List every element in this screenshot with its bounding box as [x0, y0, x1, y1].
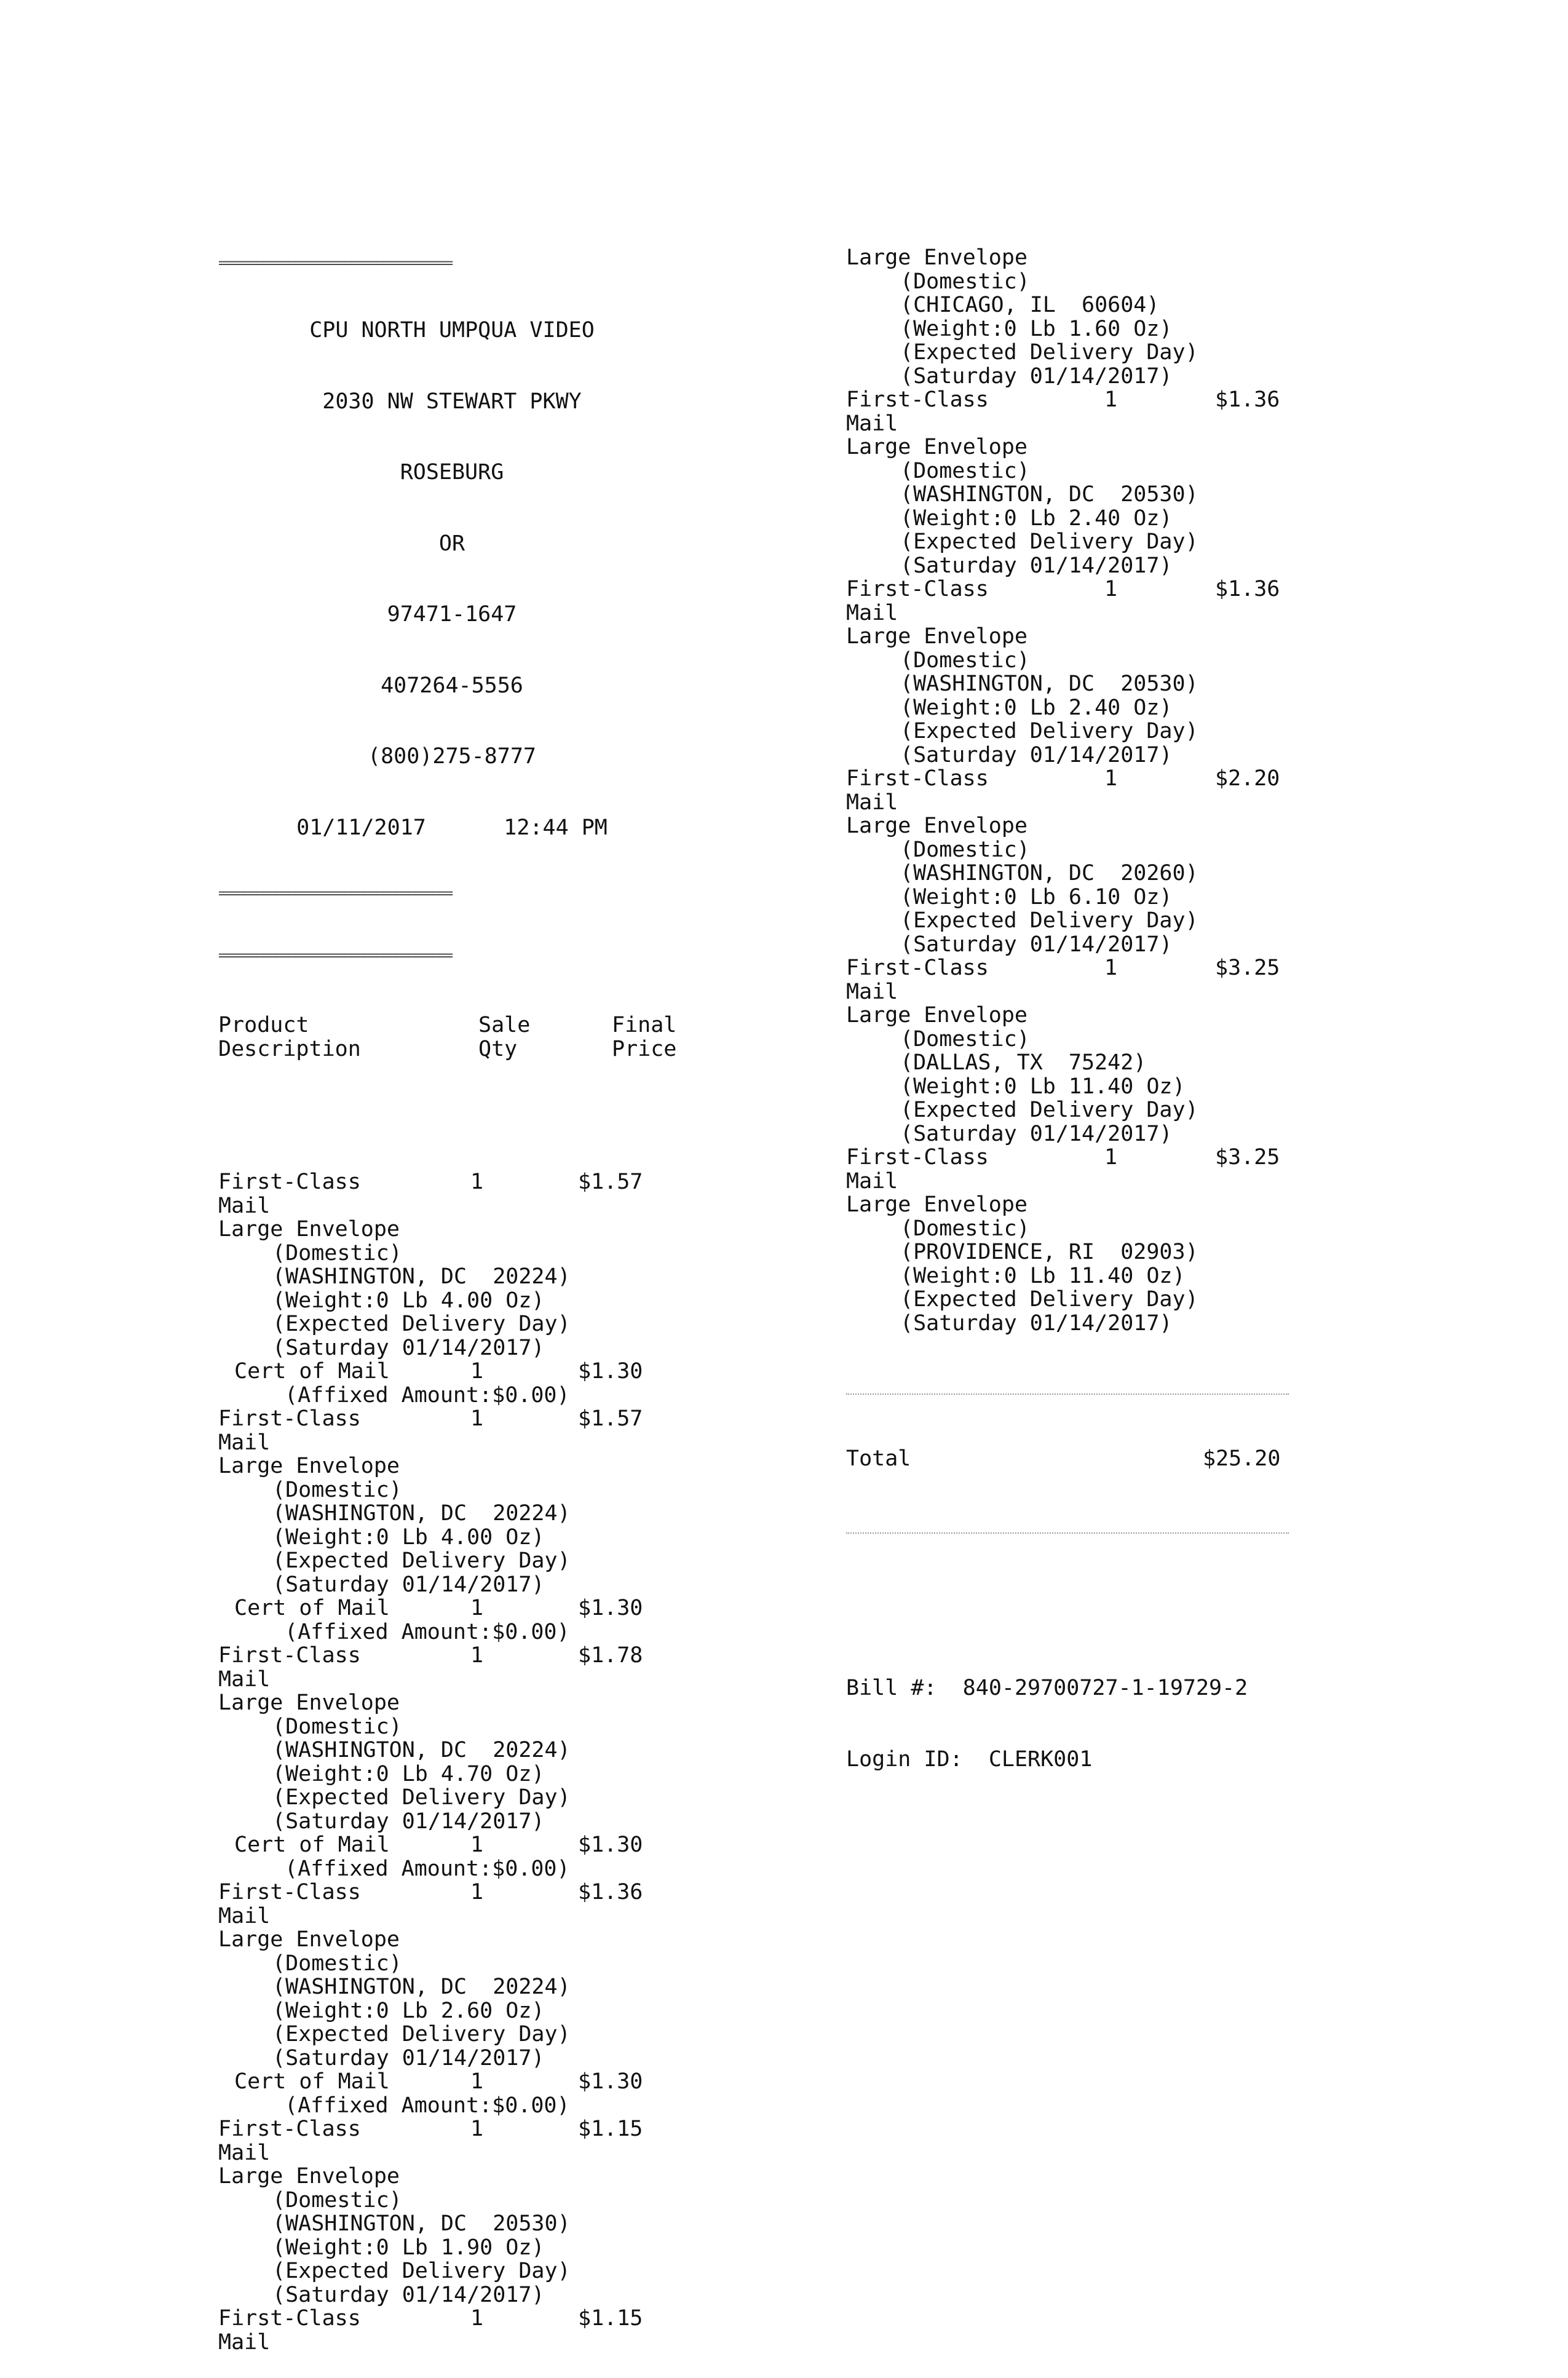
- item-detail: (WASHINGTON, DC 20530): [900, 482, 1198, 507]
- item-qty: 1: [470, 1880, 484, 1904]
- item-detail: (WASHINGTON, DC 20224): [272, 1501, 571, 1526]
- item-detail: (Domestic): [900, 837, 1030, 862]
- store-account: 407264-5556: [381, 673, 523, 698]
- item-name-cont: Mail: [218, 1903, 271, 1928]
- item-name-cont: Mail: [846, 979, 898, 1004]
- store-address: 2030 NW STEWART PKWY: [322, 389, 582, 414]
- item-name: First-Class: [218, 2306, 361, 2331]
- item-name-cont: Mail: [218, 1667, 271, 1692]
- item-row: [846, 577, 1289, 601]
- item-row: [846, 767, 1289, 791]
- item-detail: (WASHINGTON, DC 20260): [900, 861, 1198, 886]
- item-row: [846, 388, 1289, 412]
- item-detail: (Weight:0 Lb 2.40 Oz): [900, 505, 1173, 531]
- item-name: First-Class: [846, 956, 989, 980]
- item-detail: (Domestic): [900, 269, 1030, 294]
- total-divider: [846, 1393, 1289, 1395]
- receipt-time: 12:44 PM: [504, 815, 608, 840]
- store-state: OR: [438, 531, 465, 556]
- extra-price: $1.30: [578, 2069, 643, 2094]
- item-qty: 1: [1104, 1145, 1118, 1170]
- item-detail: (Expected Delivery Day): [900, 908, 1198, 933]
- item-detail: (Weight:0 Lb 4.70 Oz): [272, 1761, 545, 1786]
- login-id: CLERK001: [988, 1746, 1093, 1772]
- item-type: Large Envelope: [218, 2164, 400, 2189]
- item-price: $1.36: [1215, 387, 1280, 412]
- item-qty: 1: [470, 1406, 484, 1431]
- store-name: CPU NORTH UMPQUA VIDEO: [309, 318, 595, 343]
- item-name-cont: Mail: [218, 1193, 271, 1218]
- item-price: $1.15: [578, 2117, 643, 2141]
- item-detail: (Domestic): [272, 2187, 402, 2213]
- item-type: Large Envelope: [846, 435, 1028, 459]
- extra-service-row: [218, 2070, 686, 2094]
- item-qty: 1: [1104, 956, 1118, 980]
- extra-name: Cert of Mail: [234, 1596, 390, 1620]
- item-detail: (Expected Delivery Day): [900, 529, 1198, 554]
- col-product-header: Product Description: [218, 1013, 361, 1061]
- item-detail: (Weight:0 Lb 6.10 Oz): [900, 884, 1173, 910]
- item-detail: (Weight:0 Lb 11.40 Oz): [900, 1263, 1186, 1288]
- extra-note: (Affixed Amount:$0.00): [285, 2093, 570, 2118]
- item-detail: (Domestic): [900, 648, 1030, 673]
- item-detail: (Saturday 01/14/2017): [900, 363, 1173, 389]
- bill-number: 840-29700727-1-19729-2: [962, 1676, 1248, 1700]
- left-items-list: [218, 1170, 686, 2354]
- receipt-footer: [846, 1629, 1289, 1818]
- item-qty: 1: [470, 1643, 484, 1668]
- extra-service-row: [218, 1360, 686, 1384]
- item-detail: (Expected Delivery Day): [900, 1098, 1198, 1122]
- item-type: Large Envelope: [846, 624, 1028, 649]
- item-name-cont: Mail: [218, 2140, 271, 2165]
- login-line: [846, 1748, 1289, 1772]
- item-detail: (Saturday 01/14/2017): [272, 1572, 545, 1597]
- item-detail: (Weight:0 Lb 4.00 Oz): [272, 1524, 545, 1550]
- extra-qty: 1: [470, 1596, 484, 1620]
- item-price: $1.36: [1215, 577, 1280, 601]
- item-type: Large Envelope: [846, 1003, 1028, 1028]
- item-detail: (Saturday 01/14/2017): [900, 1121, 1173, 1146]
- extra-name: Cert of Mail: [234, 1833, 390, 1857]
- item-name-cont: Mail: [218, 2329, 271, 2355]
- item-detail: (Saturday 01/14/2017): [272, 2282, 545, 2307]
- item-row: [218, 2117, 686, 2141]
- extra-qty: 1: [470, 2069, 484, 2094]
- extra-note: (Affixed Amount:$0.00): [285, 1856, 570, 1881]
- separator: =====================================: [218, 887, 452, 902]
- item-detail: (PROVIDENCE, RI 02903): [900, 1240, 1198, 1264]
- item-name: First-Class: [846, 766, 989, 791]
- item-detail: (Domestic): [900, 1026, 1030, 1052]
- total-label: Total: [846, 1446, 911, 1471]
- item-detail: (Domestic): [272, 1951, 402, 1976]
- item-name: First-Class: [218, 1170, 361, 1194]
- item-price: $2.20: [1215, 766, 1280, 791]
- item-detail: (Saturday 01/14/2017): [900, 932, 1173, 957]
- item-price: $1.15: [578, 2306, 643, 2331]
- item-type: Large Envelope: [218, 1690, 400, 1715]
- item-detail: (Saturday 01/14/2017): [900, 553, 1173, 578]
- item-detail: (Domestic): [272, 1714, 402, 1739]
- item-type: Large Envelope: [846, 1192, 1028, 1217]
- item-price: $3.25: [1215, 956, 1280, 980]
- item-name: First-Class: [846, 577, 989, 601]
- item-detail: (CHICAGO, IL 60604): [900, 293, 1160, 317]
- item-row: [218, 2307, 686, 2331]
- column-headers: [218, 1013, 686, 1061]
- item-row: [218, 1881, 686, 1904]
- item-type: Large Envelope: [846, 245, 1028, 270]
- item-row: [846, 956, 1289, 980]
- item-detail: (Expected Delivery Day): [272, 1548, 571, 1573]
- item-name-cont: Mail: [846, 411, 898, 436]
- item-row: [218, 1407, 686, 1431]
- login-label: Login ID:: [846, 1746, 963, 1772]
- item-qty: 1: [470, 2117, 484, 2141]
- item-detail: (Weight:0 Lb 2.40 Oz): [900, 695, 1173, 720]
- item-qty: 1: [470, 2306, 484, 2331]
- item-detail: (Expected Delivery Day): [272, 1785, 571, 1810]
- item-detail: (Weight:0 Lb 11.40 Oz): [900, 1074, 1186, 1099]
- extra-price: $1.30: [578, 1833, 643, 1857]
- item-detail: (Weight:0 Lb 1.90 Oz): [272, 2235, 545, 2260]
- receipt-right-column: [846, 199, 1289, 1842]
- item-detail: (Saturday 01/14/2017): [272, 2045, 545, 2071]
- item-detail: (WASHINGTON, DC 20224): [272, 1975, 571, 1999]
- item-detail: (Domestic): [900, 458, 1030, 483]
- item-detail: (WASHINGTON, DC 20224): [272, 1264, 571, 1289]
- item-detail: (Weight:0 Lb 4.00 Oz): [272, 1288, 545, 1313]
- item-name-cont: Mail: [218, 1430, 271, 1455]
- item-detail: (Expected Delivery Day): [272, 2259, 571, 2283]
- store-phone: (800)275-8777: [368, 744, 536, 769]
- item-name: First-Class: [218, 1880, 361, 1904]
- item-name: First-Class: [218, 1643, 361, 1668]
- item-detail: (WASHINGTON, DC 20530): [272, 2211, 571, 2236]
- item-detail: (WASHINGTON, DC 20224): [272, 1738, 571, 1762]
- item-detail: (Domestic): [272, 1477, 402, 1502]
- item-type: Large Envelope: [218, 1454, 400, 1478]
- item-detail: (Expected Delivery Day): [900, 1287, 1198, 1312]
- item-detail: (DALLAS, TX 75242): [900, 1050, 1147, 1075]
- item-detail: (Saturday 01/14/2017): [900, 1310, 1173, 1336]
- separator: =====================================: [218, 949, 452, 964]
- item-type: Large Envelope: [218, 1217, 400, 1242]
- extra-price: $1.30: [578, 1359, 643, 1384]
- item-qty: 1: [470, 1170, 484, 1194]
- item-detail: (WASHINGTON, DC 20530): [900, 672, 1198, 696]
- item-qty: 1: [1104, 766, 1118, 791]
- extra-service-row: [218, 1596, 686, 1620]
- bill-label: Bill #:: [846, 1676, 937, 1700]
- store-city: ROSEBURG: [400, 460, 504, 485]
- item-name: First-Class: [846, 1145, 989, 1170]
- store-zip: 97471-1647: [387, 602, 517, 627]
- item-qty: 1: [1104, 387, 1118, 412]
- item-detail: (Expected Delivery Day): [900, 719, 1198, 743]
- item-detail: (Saturday 01/14/2017): [272, 1335, 545, 1360]
- item-detail: (Domestic): [900, 1216, 1030, 1241]
- extra-price: $1.30: [578, 1596, 643, 1620]
- item-detail: (Weight:0 Lb 1.60 Oz): [900, 316, 1173, 341]
- item-row: [218, 1644, 686, 1668]
- right-items-list: [846, 246, 1289, 1335]
- item-detail: (Expected Delivery Day): [900, 340, 1198, 365]
- receipt-datetime: [218, 816, 686, 840]
- extra-note: (Affixed Amount:$0.00): [285, 1619, 570, 1644]
- item-name: First-Class: [218, 2117, 361, 2141]
- item-detail: (Expected Delivery Day): [272, 2022, 571, 2047]
- item-detail: (Saturday 01/14/2017): [272, 1809, 545, 1834]
- item-detail: (Saturday 01/14/2017): [900, 742, 1173, 767]
- item-name-cont: Mail: [846, 600, 898, 625]
- col-qty-header: Sale Qty: [478, 1013, 531, 1061]
- extra-qty: 1: [470, 1833, 484, 1857]
- item-name-cont: Mail: [846, 790, 898, 815]
- item-name: First-Class: [218, 1406, 361, 1431]
- item-price: $1.57: [578, 1406, 643, 1431]
- total-row: [846, 1447, 1289, 1474]
- item-price: $1.57: [578, 1170, 643, 1194]
- item-price: $1.78: [578, 1643, 643, 1668]
- separator: =====================================: [218, 256, 452, 271]
- item-detail: (Weight:0 Lb 2.60 Oz): [272, 1998, 545, 2023]
- item-price: $3.25: [1215, 1145, 1280, 1170]
- item-detail: (Expected Delivery Day): [272, 1312, 571, 1336]
- total-amount: $25.20: [1203, 1446, 1281, 1471]
- extra-name: Cert of Mail: [234, 1359, 390, 1384]
- item-type: Large Envelope: [218, 1927, 400, 1952]
- extra-name: Cert of Mail: [234, 2069, 390, 2094]
- extra-qty: 1: [470, 1359, 484, 1384]
- receipt-date: 01/11/2017: [296, 815, 426, 840]
- item-qty: 1: [1104, 577, 1118, 601]
- bill-number-line: [846, 1676, 1289, 1700]
- item-row: [218, 1170, 686, 1194]
- item-detail: (Domestic): [272, 1240, 402, 1266]
- receipt-left-column: [218, 209, 686, 2378]
- extra-service-row: [218, 1833, 686, 1857]
- item-row: [846, 1146, 1289, 1170]
- total-divider: [846, 1532, 1289, 1534]
- extra-note: (Affixed Amount:$0.00): [285, 1382, 570, 1408]
- col-price-header: Final Price: [612, 1013, 677, 1061]
- item-name-cont: Mail: [846, 1168, 898, 1194]
- item-name: First-Class: [846, 387, 989, 412]
- item-price: $1.36: [578, 1880, 643, 1904]
- item-type: Large Envelope: [846, 814, 1028, 838]
